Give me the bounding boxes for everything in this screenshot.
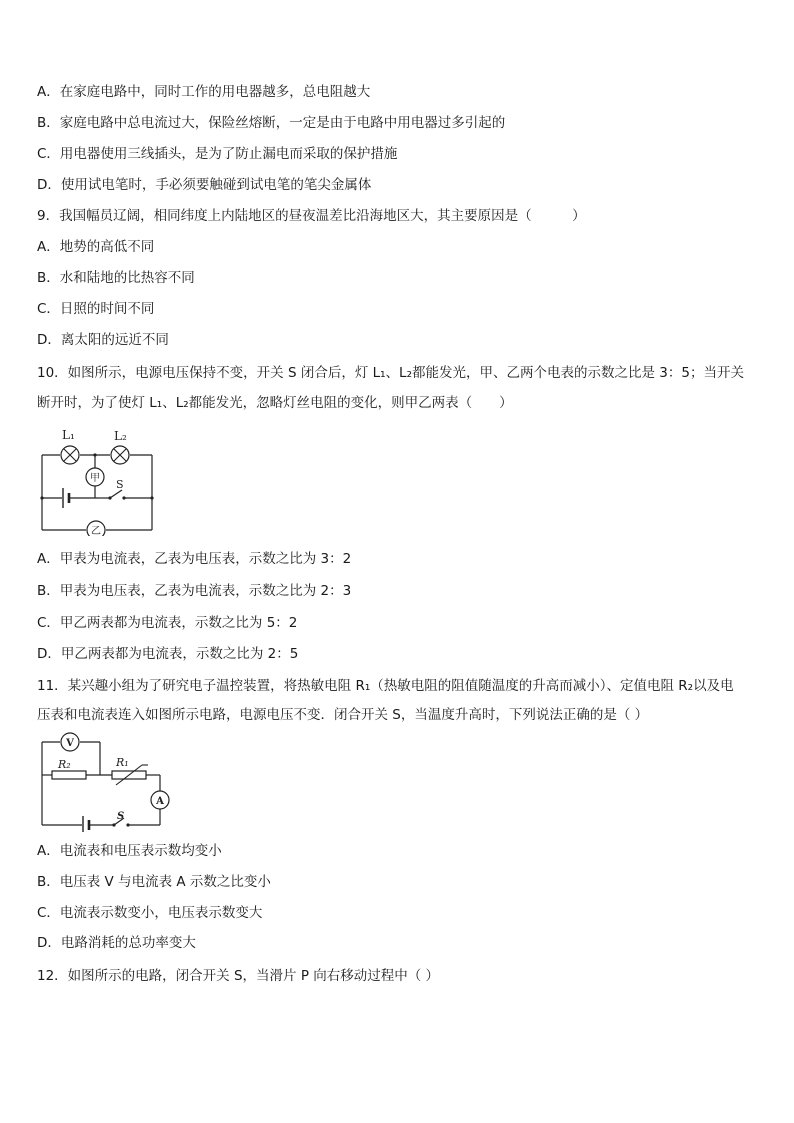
q8-option-b: B．家庭电路中总电流过大，保险丝熔断，一定是由于电路中用电器过多引起的 (37, 115, 506, 131)
q10-option-d: D．甲乙两表都为电流表，示数之比为 2：5 (37, 646, 299, 662)
q10-circuit-diagram (36, 424, 158, 536)
switch-s-label: S (116, 478, 124, 491)
q9-option-d: D．离太阳的远近不同 (37, 332, 169, 348)
q10-option-c: C．甲乙两表都为电流表，示数之比为 5：2 (37, 615, 298, 631)
q11-circuit-diagram (38, 730, 176, 832)
meter-jia-label: 甲 (90, 473, 100, 484)
q11-option-c: C．电流表示数变小，电压表示数变大 (37, 905, 263, 921)
q10-stem-line1: 10．如图所示，电源电压保持不变，开关 S 闭合后，灯 L₁、L₂都能发光，甲、乙两个电表的示数之比是 3：5；当开关 (37, 365, 744, 381)
resistor-r2-label: R₂ (58, 758, 71, 771)
meter-yi-label: 乙 (91, 526, 101, 536)
voltmeter-label: V (66, 738, 74, 749)
q9-option-b: B．水和陆地的比热容不同 (37, 270, 195, 286)
q10-option-b: B．甲表为电压表，乙表为电流表，示数之比为 2：3 (37, 583, 352, 599)
q11-option-d: D．电路消耗的总功率变大 (37, 935, 196, 951)
q9-option-a: A．地势的高低不同 (37, 239, 155, 255)
q9-option-c: C．日照的时间不同 (37, 301, 155, 317)
q12-stem: 12．如图所示的电路，闭合开关 S，当滑片 P 向右移动过程中（ ） (37, 968, 440, 984)
lamp-l2 (111, 446, 129, 464)
switch-s-label: S (117, 811, 125, 822)
q8-option-a: A．在家庭电路中，同时工作的用电器越多，总电阻越大 (37, 84, 371, 100)
q11-stem-line1: 11．某兴趣小组为了研究电子温控装置，将热敏电阻 R₁（热敏电阻的阻值随温度的升高而减小）、定值电阻 R₂以及电 (37, 678, 734, 694)
q11-option-a: A．电流表和电压表示数均变小 (37, 843, 222, 859)
lamp-l1 (61, 446, 79, 464)
q11-option-b: B．电压表 V 与电流表 A 示数之比变小 (37, 874, 271, 890)
resistor-r2 (52, 771, 86, 779)
lamp-l1-label: L₁ (62, 428, 75, 442)
thermistor-r1-label: R₁ (116, 756, 129, 769)
lamp-l2-label: L₂ (114, 429, 127, 443)
ammeter-label: A (156, 796, 164, 807)
q9-stem: 9．我国幅员辽阔，相同纬度上内陆地区的昼夜温差比沿海地区大，其主要原因是（ ） (37, 208, 586, 224)
q8-option-c: C．用电器使用三线插头，是为了防止漏电而采取的保护措施 (37, 146, 398, 162)
q8-option-d: D．使用试电笔时，手必须要触碰到试电笔的笔尖金属体 (37, 177, 372, 193)
q10-stem-line2: 断开时，为了使灯 L₁、L₂都能发光，忽略灯丝电阻的变化，则甲乙两表（ ） (37, 395, 513, 411)
q11-stem-line2: 压表和电流表连入如图所示电路，电源电压不变．闭合开关 S，当温度升高时，下列说法正确的是（ ） (37, 707, 649, 723)
q10-option-a: A．甲表为电流表，乙表为电压表，示数之比为 3：2 (37, 551, 352, 567)
